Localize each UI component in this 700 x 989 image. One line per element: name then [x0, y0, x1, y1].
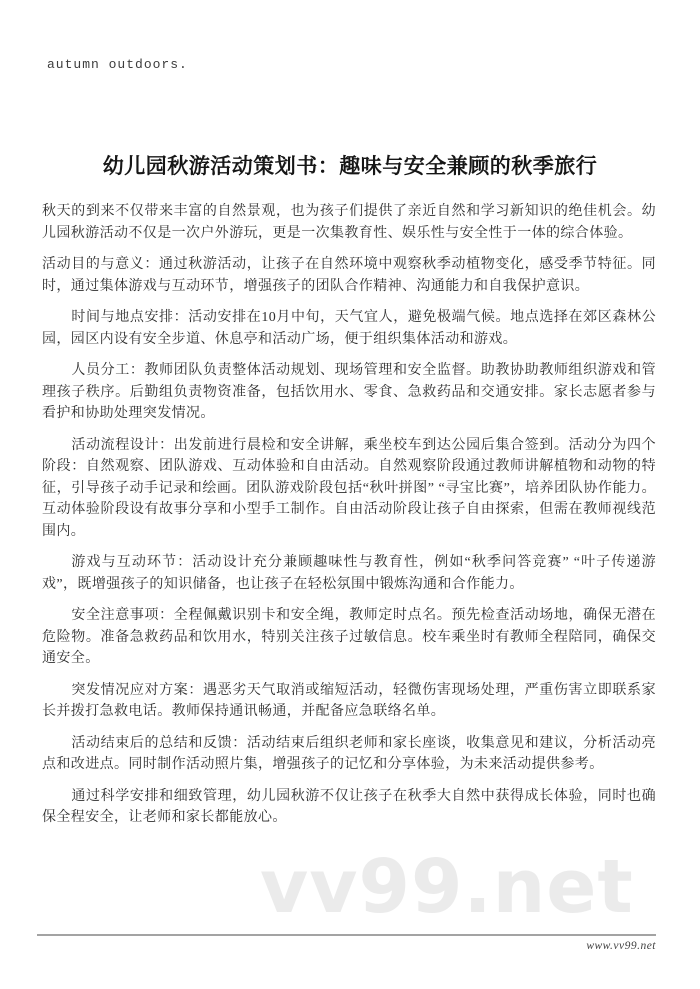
- paragraph-purpose: 活动目的与意义：通过秋游活动，让孩子在自然环境中观察秋季动植物变化，感受季节特征。同时，通过集体游戏与互动环节，增强孩子的团队合作精神、沟通能力和自我保护意识。: [42, 257, 656, 294]
- paragraph-safety: 安全注意事项：全程佩戴识别卡和安全绳，教师定时点名。预先检查活动场地，确保无潜在危险物。准备急救药品和饮用水，特别关注孩子过敏信息。校车乘坐时有教师全程陪同，确保交通安全。: [42, 608, 656, 666]
- paragraph-time-place: 时间与地点安排：活动安排在10月中旬，天气宜人，避免极端气候。地点选择在郊区森林公园，园区内设有安全步道、休息亭和活动广场，便于组织集体活动和游戏。: [42, 310, 656, 347]
- paragraph-emergency: 突发情况应对方案：遇恶劣天气取消或缩短活动，轻微伤害现场处理，严重伤害立即联系家长并拨打急救电话。教师保持通讯畅通，并配备应急联络名单。: [42, 682, 656, 719]
- paragraph-staffing: 人员分工：教师团队负责整体活动规划、现场管理和安全监督。助教协助教师组织游戏和管理孩子秩序。后勤组负责物资准备，包括饮用水、零食、急救药品和交通安排。家长志愿者参与看护和协助处理突发情况。: [42, 363, 656, 421]
- paragraph-games: 游戏与互动环节：活动设计充分兼顾趣味性与教育性，例如“秋季问答竞赛” “叶子传递游戏”，既增强孩子的知识储备，也让孩子在轻松氛围中锻炼沟通和合作能力。: [42, 555, 656, 592]
- footer-url: www.vv99.net: [586, 940, 656, 952]
- page-footer: [37, 934, 656, 952]
- watermark: vv99.net: [260, 844, 634, 930]
- paragraph-conclusion: 通过科学安排和细致管理，幼儿园秋游不仅让孩子在秋季大自然中获得成长体验，同时也确保全程安全，让老师和家长都能放心。: [42, 788, 656, 825]
- page-title: 幼儿园秋游活动策划书：趣味与安全兼顾的秋季旅行: [102, 154, 598, 178]
- header-note: autumn outdoors.: [47, 57, 188, 72]
- footer-divider: [37, 934, 656, 936]
- paragraph-intro: 秋天的到来不仅带来丰富的自然景观，也为孩子们提供了亲近自然和学习新知识的绝佳机会。幼儿园秋游活动不仅是一次户外游玩，更是一次集教育性、娱乐性与安全性于一体的综合体验。: [42, 204, 656, 241]
- paragraph-flow-design: 活动流程设计：出发前进行晨检和安全讲解，乘坐校车到达公园后集合签到。活动分为四个阶段：自然观察、团队游戏、互动体验和自由活动。自然观察阶段通过教师讲解植物和动物的特征，引导孩子动手记录和绘画。团队游戏阶段包括“秋叶拼图” “寻宝比赛”，培养团队协作能力。互动体验阶段设有故事分享和小型手工制作。自由活动阶段让孩子自由探索，但需在教师视线范围内。: [42, 437, 656, 539]
- paragraph-summary: 活动结束后的总结和反馈：活动结束后组织老师和家长座谈，收集意见和建议，分析活动亮点和改进点。同时制作活动照片集，增强孩子的记忆和分享体验，为未来活动提供参考。: [42, 735, 656, 772]
- document-body: [42, 201, 656, 839]
